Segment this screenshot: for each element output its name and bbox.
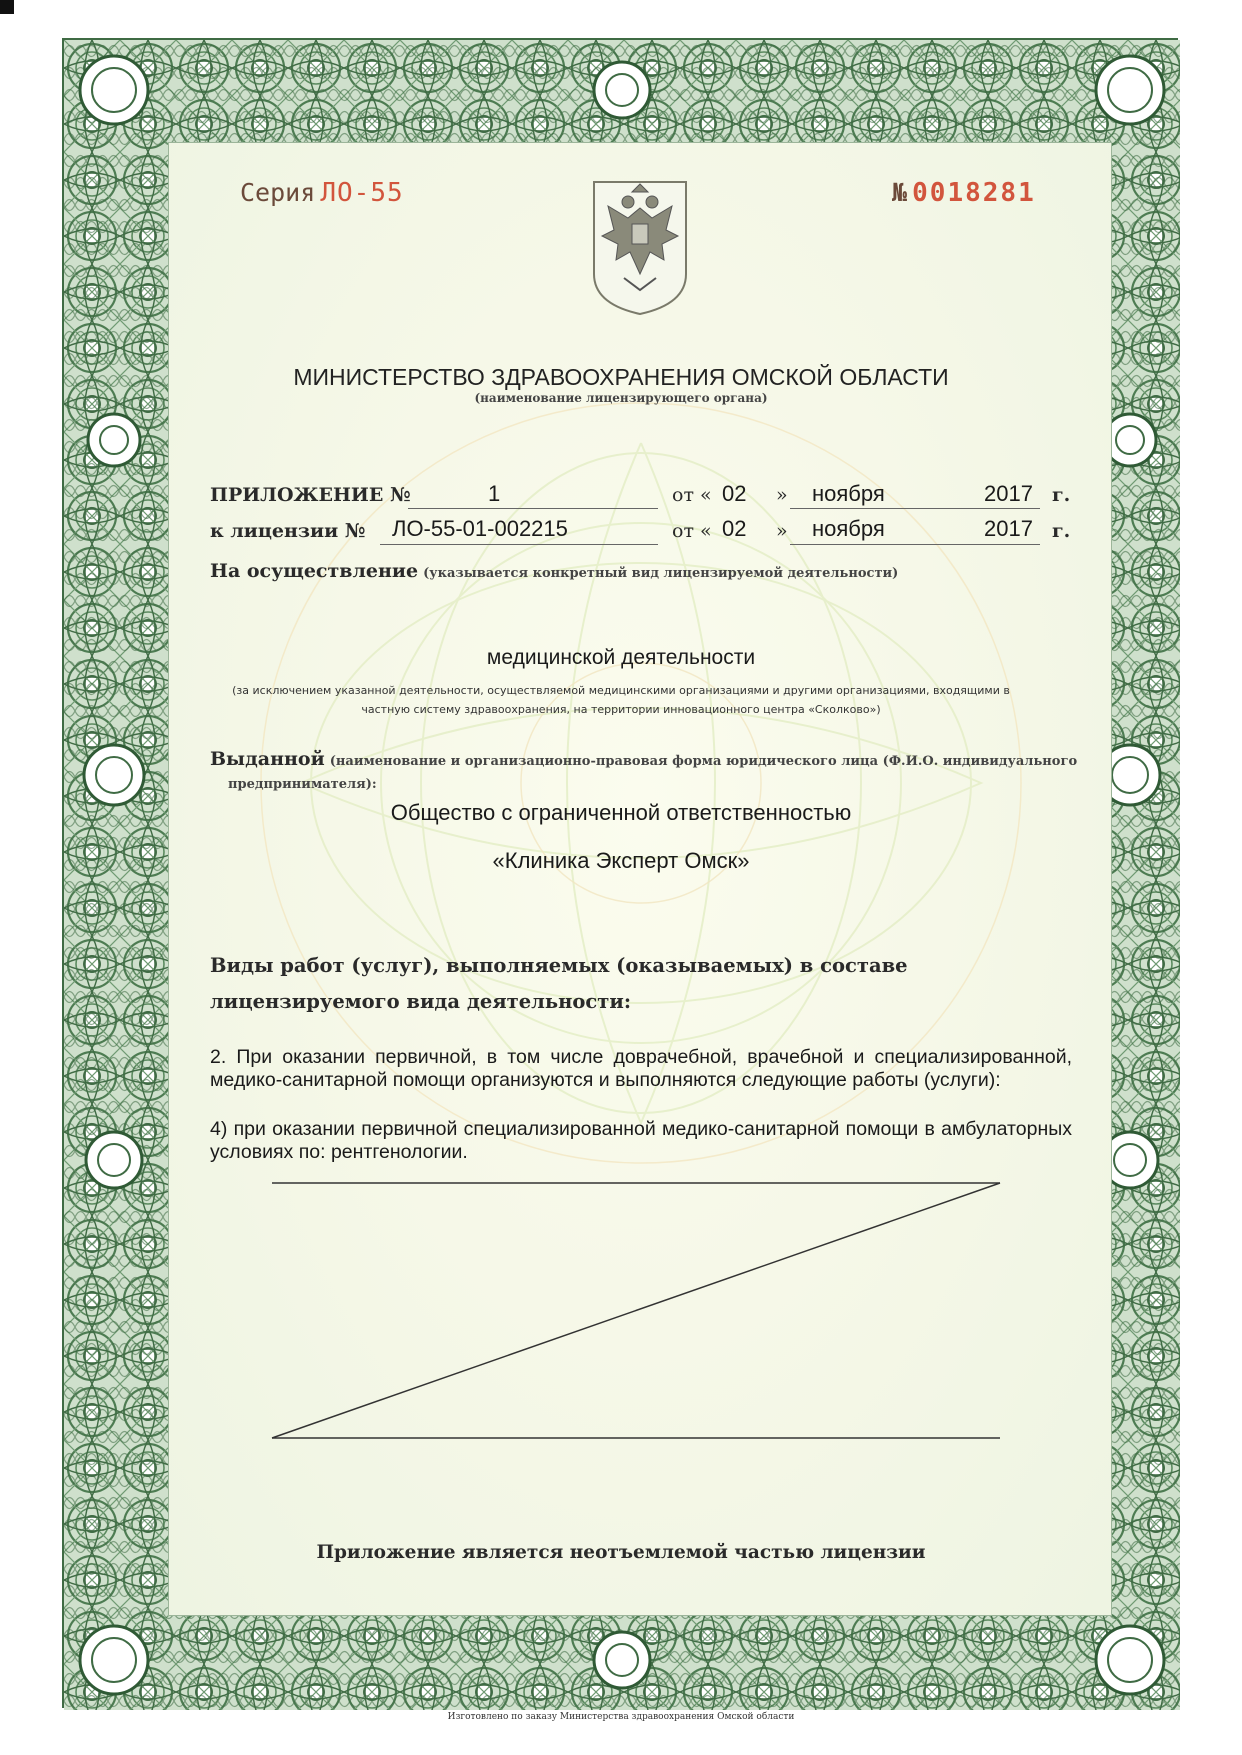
issued-label: Выданной [210, 748, 325, 770]
printer-note: Изготовлено по заказу Министерства здравоохранения Омской области [447, 1712, 795, 1722]
appendix-label: ПРИЛОЖЕНИЕ № [210, 484, 411, 506]
appendix-year-suffix: г. [1052, 484, 1071, 506]
license-number: ЛО-55-01-002215 [392, 516, 568, 541]
activity-name: медицинской деятельности [486, 646, 756, 669]
works-paragraph-1: 2. При оказании первичной, в том числе доврачебной, врачебной и специализированной, медико-санитарной помощи организуются и выполняются следующие работы (услуги): [210, 1046, 1072, 1091]
license-close-quote: » [776, 520, 788, 542]
appendix-year: 2017 [984, 481, 1033, 506]
series-label: Серия [240, 178, 316, 207]
company-name: «Клиника Эксперт Омск» [492, 848, 750, 873]
appendix-number: 1 [488, 481, 501, 506]
appendix-footer-note: Приложение является неотъемлемой частью лицензии [316, 1542, 926, 1563]
issued-caption-line2: предпринимателя): [228, 777, 377, 792]
activity-label: На осуществление [210, 560, 419, 582]
company-form: Общество с ограниченной ответственностью [390, 800, 852, 825]
number-sign: № [892, 178, 908, 207]
licensing-authority: МИНИСТЕРСТВО ЗДРАВООХРАНЕНИЯ ОМСКОЙ ОБЛАСТИ [293, 364, 949, 390]
number-value: 0018281 [912, 178, 1036, 208]
issued-caption-line1: (наименование и организационно-правовая форма юридического лица (Ф.И.О. индивидуального [329, 754, 1078, 769]
works-heading-line2: лицензируемого вида деятельности: [210, 990, 632, 1013]
appendix-month: ноября [812, 481, 885, 506]
activity-note-line2: частную систему здравоохранения, на территории инновационного центра «Сколково») [361, 703, 881, 716]
works-paragraph-2: 4) при оказании первичной специализированной медико-санитарной помощи в амбулаторных условиях по: рентгенологии. [210, 1118, 1072, 1163]
appendix-close-quote: » [776, 484, 788, 506]
license-day: 02 [722, 516, 747, 541]
license-year: 2017 [984, 516, 1033, 541]
appendix-day: 02 [722, 481, 747, 506]
authority-caption: (наименование лицензирующего органа) [474, 391, 768, 405]
activity-caption: (указывается конкретный вид лицензируемой деятельности) [423, 566, 899, 581]
license-year-suffix: г. [1052, 520, 1071, 542]
activity-note-line1: (за исключением указанной деятельности, осуществляемой медицинскими организациями и другими организациями, входящими в [232, 684, 1010, 697]
license-label: к лицензии № [210, 520, 366, 542]
license-from-label: от « [672, 520, 712, 542]
license-month: ноября [812, 516, 885, 541]
series-value: ЛО-55 [320, 178, 404, 208]
works-heading-line1: Виды работ (услуг), выполняемых (оказываемых) в составе [210, 954, 908, 977]
appendix-from-label: от « [672, 484, 712, 506]
